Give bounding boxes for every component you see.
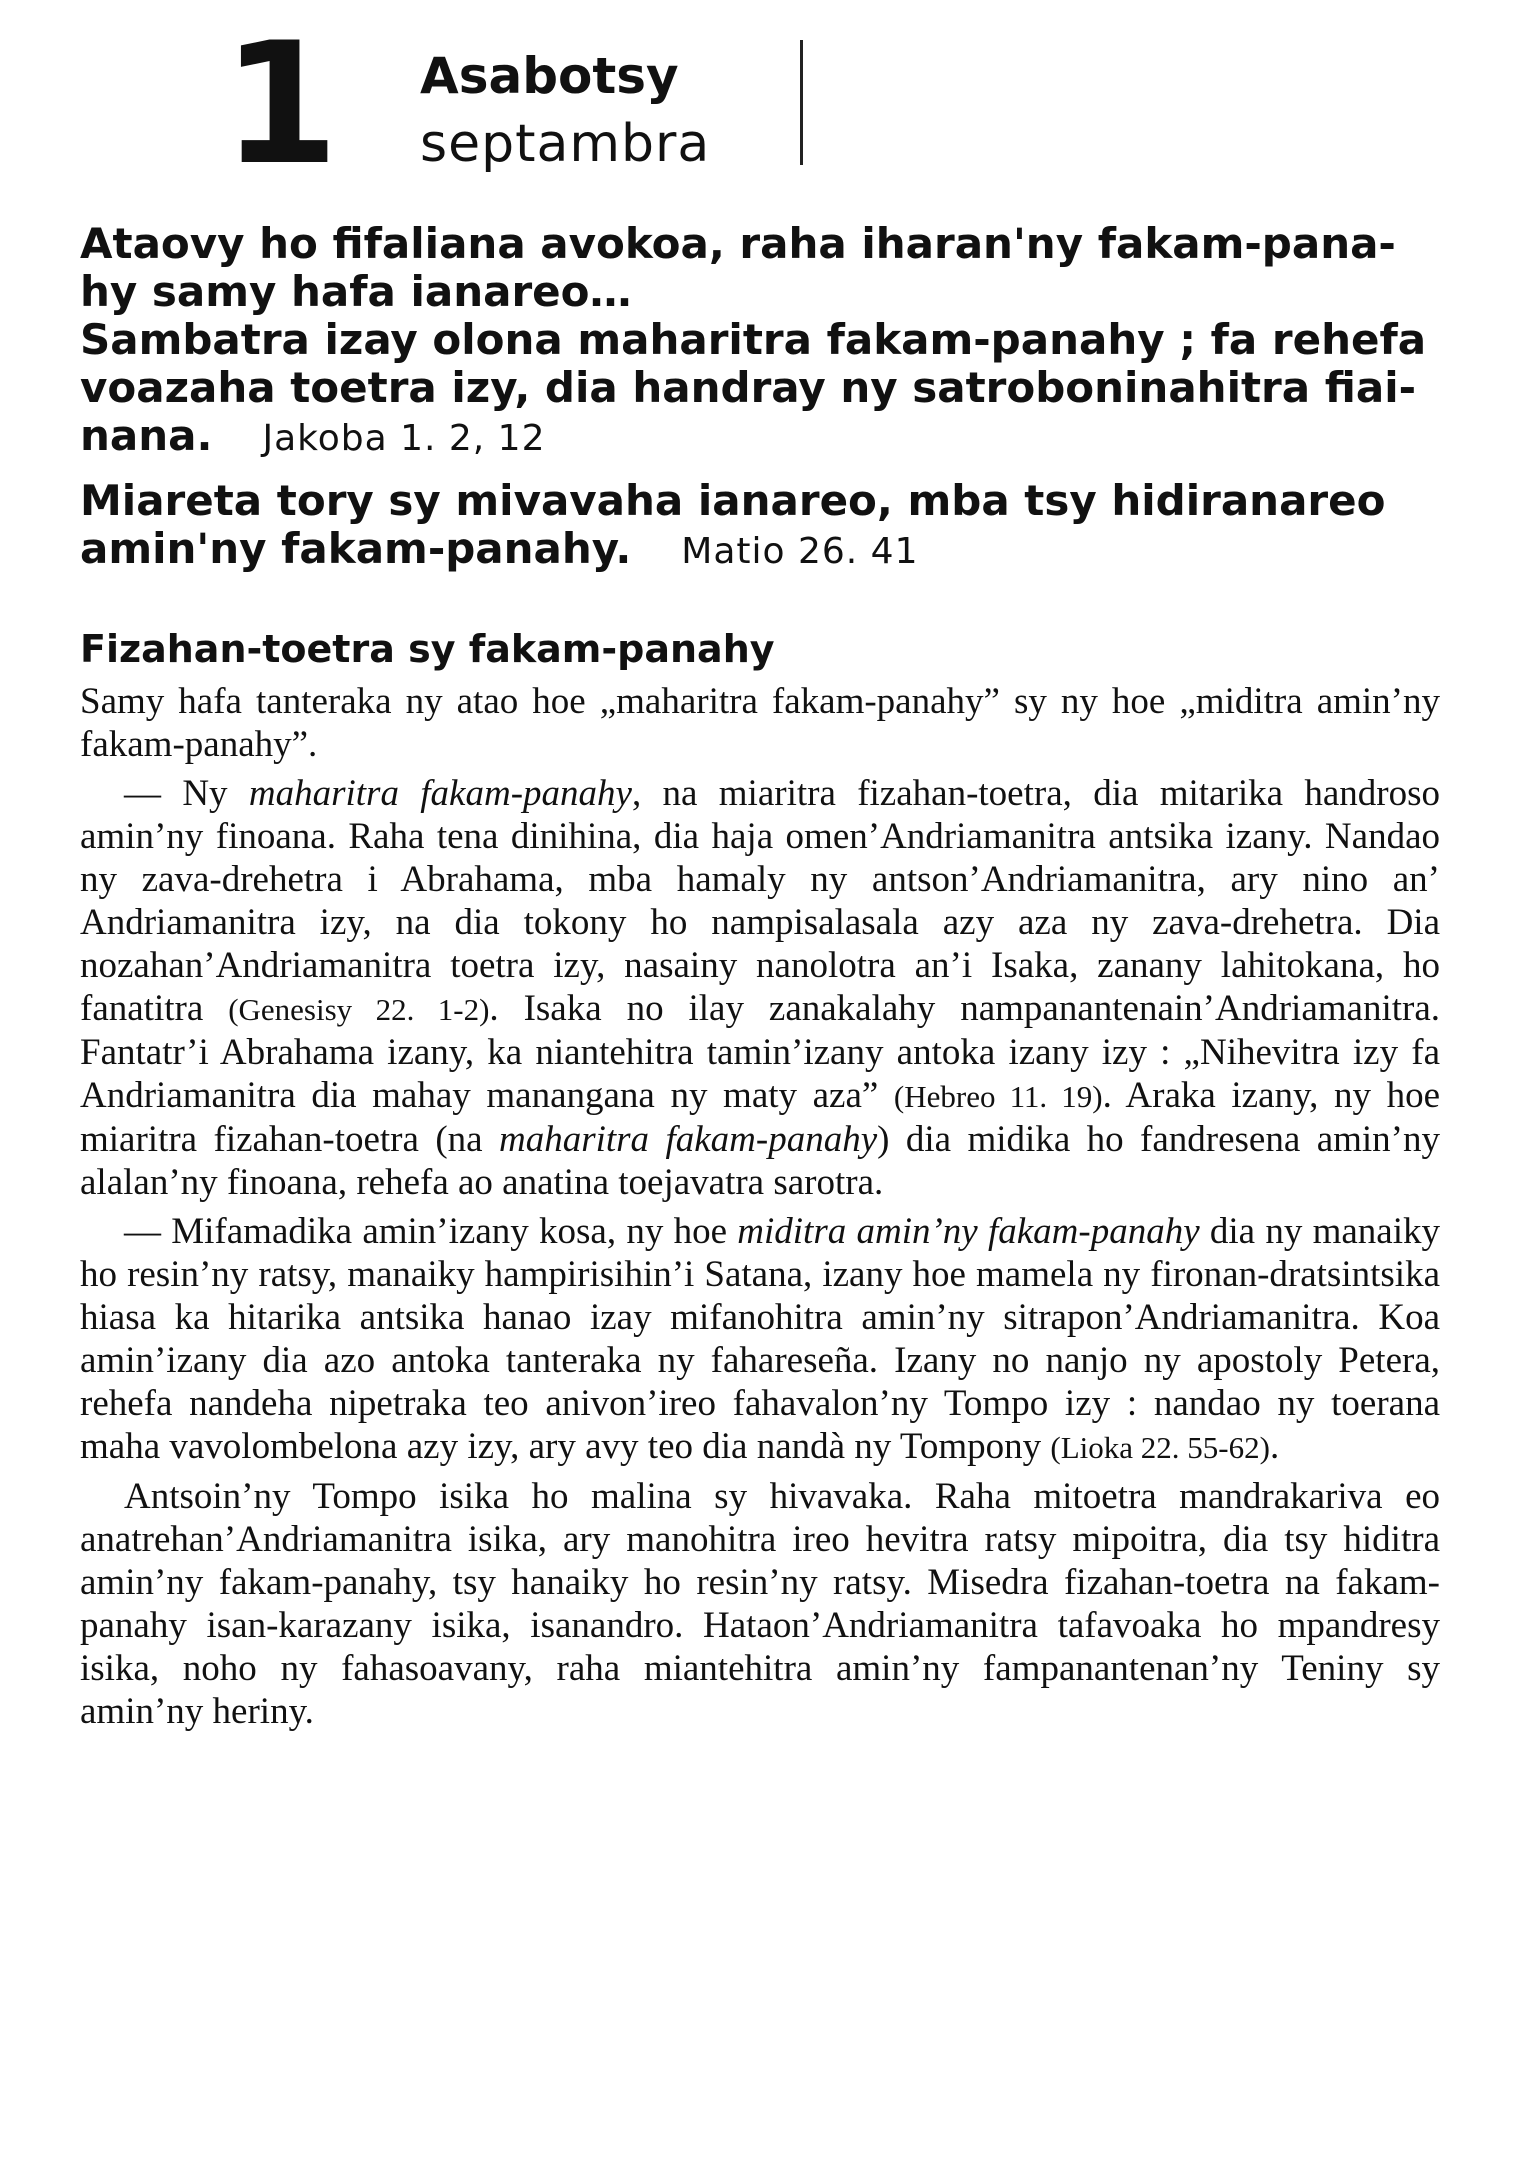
body-paragraph-1: Samy hafa tanteraka ny atao hoe „maharitra fakam-panahy” sy ny hoe „miditra amin’ny fakam-panahy”. — [80, 681, 1440, 765]
body-text — [80, 680, 1440, 1739]
section-title: Fizahan-toetra sy fakam-panahy — [80, 627, 775, 671]
verse-line-last — [80, 412, 1440, 463]
weekday-label: Asabotsy — [420, 47, 679, 105]
verse-line: Ataovy ho fifaliana avokoa, raha iharan'ny fakam-pana- — [80, 219, 1396, 268]
verse-line-text: amin'ny fakam-panahy. — [80, 524, 632, 573]
verse-line: voazaha toetra izy, dia handray ny satroboninahitra fiai- — [80, 363, 1417, 412]
italic-run: maharitra fakam-panahy — [498, 1119, 878, 1160]
text-run: dia ny manaiky ho resin’ny ratsy, manaiky hampirisihin’i Satana, izany hoe mamela ny fironan-dratsintsika hiasa ka hitarika antsika hanao izay mifanohitra amin’ny sitrapon’Andriamanitra. Koa amin’izany dia azo antoka tanteraka ny fahareseña. Izany no nanjo ny apostoly Petera, rehefa nandeha nipetraka teo anivon’ireo fahavalon’ny Tompo izy : nandao ny toerana maha vavolombelona azy izy, ary avy teo dia nandà ny Tompony — [80, 1211, 1441, 1467]
italic-run: miditra amin’ny fakam-panahy — [737, 1211, 1200, 1252]
day-number: 1 — [222, 6, 335, 202]
text-run: ) dia midika ho fandresena amin’ny alalan’ny finoana, rehefa ao anatina toejavatra sarotra. — [80, 1119, 1440, 1203]
italic-run: maharitra fakam-panahy — [248, 773, 632, 814]
verse-block-2 — [80, 477, 1440, 576]
month-label: septambra — [420, 114, 711, 174]
verse-line-text: nana. — [80, 411, 213, 460]
text-run: — Ny — [124, 773, 249, 814]
scripture-ref: (Genesisy 22. 1-2) — [228, 992, 490, 1027]
scripture-verses — [80, 220, 1440, 590]
text-run: — Mifamadika amin’izany kosa, ny hoe — [124, 1211, 738, 1252]
verse-line: Miareta tory sy mivavaha ianareo, mba tsy hidiranareo — [80, 476, 1386, 525]
text-run: . — [1269, 1426, 1280, 1467]
verse-reference: Jakoba 1. 2, 12 — [262, 418, 546, 459]
scripture-ref: (Hebreo 11. 19) — [893, 1079, 1103, 1114]
body-paragraph-2 — [80, 772, 1440, 1204]
header-divider — [800, 40, 803, 165]
verse-reference: Matio 26. 41 — [681, 531, 919, 572]
text-run: . Isaka no ilay zanakalahy nampanantenain’Andriamanitra. Fantatr’i Abrahama izany, ka niantehitra tamin’izany antoka izany izy : „Nihevitra izy fa Andriamanitra dia mahay manangana ny maty aza” — [80, 988, 1440, 1116]
text-run: , na miaritra fizahan-toetra, dia mitarika handroso amin’ny finoana. Raha tena dinihina, dia haja omen’Andriamanitra antsika izany. Nandao ny zava-drehetra i Abrahama, mba hamaly ny antson’Andriamanitra, ary nino an’ Andriamanitra izy, na dia tokony ho nampisalasala azy aza ny zava-drehetra. Dia nozahan’Andriamanitra toetra izy, nasainy nanolotra an’i Isaka, zanany lahitokana, ho fanatitra — [80, 773, 1440, 1029]
verse-line: hy samy hafa ianareo… — [80, 267, 632, 316]
verse-line-last — [80, 525, 1440, 576]
body-paragraph-3 — [80, 1210, 1440, 1469]
verse-block-1 — [80, 220, 1440, 463]
text-run: . Araka izany, ny hoe miaritra fizahan-toetra (na — [80, 1075, 1440, 1160]
scripture-ref: (Lioka 22. 55-62) — [1050, 1430, 1270, 1465]
body-paragraph-4: Antsoin’ny Tompo isika ho malina sy hivavaka. Raha mitoetra mandrakariva eo anatrehan’Andriamanitra isika, ary manohitra ireo hevitra ratsy mipoitra, dia tsy hiditra amin’ny fakam-panahy, tsy hanaiky ho resin’ny ratsy. Misedra fizahan-toetra na fakam-panahy isan-karazany isika, isanandro. Hataon’Andriamanitra tafavoaka ho mpandresy isika, noho ny fahasoavany, raha miantehitra amin’ny fampanantenan’ny Teniny sy amin’ny heriny. — [80, 1476, 1440, 1732]
verse-line: Sambatra izay olona maharitra fakam-panahy ; fa rehefa — [80, 315, 1427, 364]
date-header — [0, 0, 1516, 200]
